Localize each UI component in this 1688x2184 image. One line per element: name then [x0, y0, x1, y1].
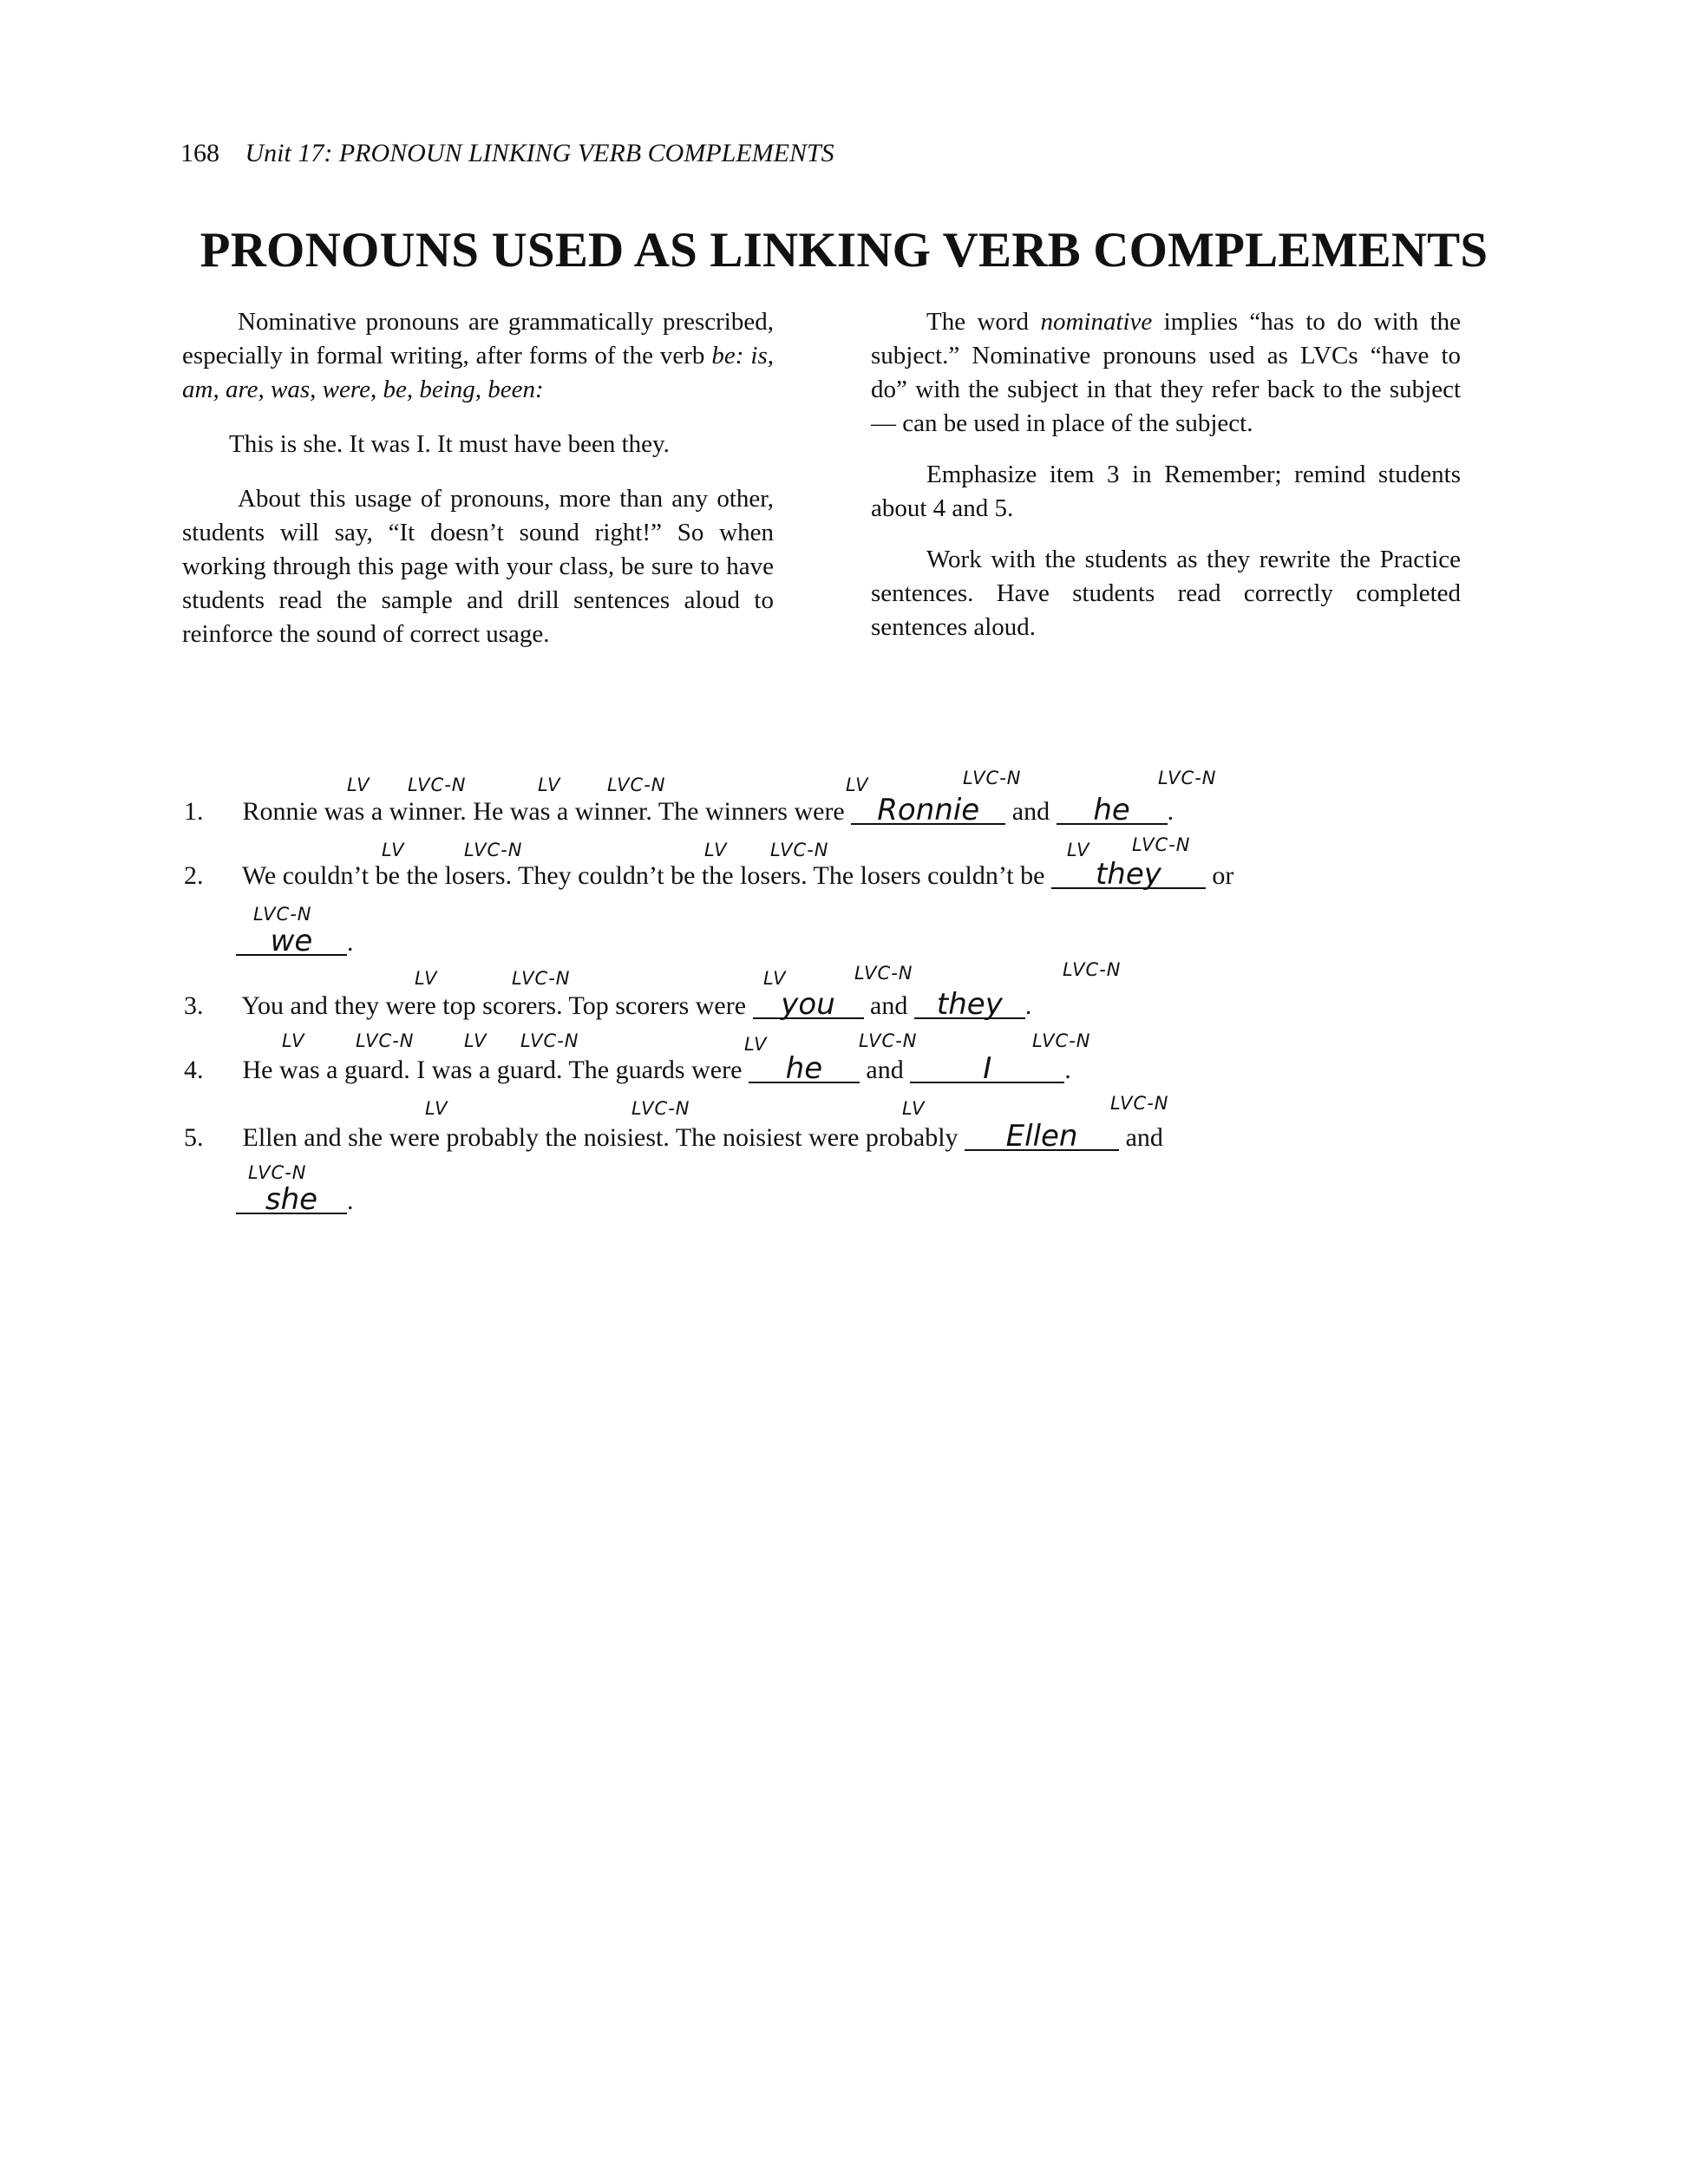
- sentence-end: .: [347, 928, 354, 957]
- tag-lvcn: LVC-N: [859, 1030, 918, 1051]
- exercise-item: [184, 1051, 1071, 1086]
- answer-blank[interactable]: she: [236, 1187, 347, 1214]
- tag-lvcn: LVC-N: [512, 968, 571, 989]
- tag-lvcn: LVC-N: [520, 1030, 579, 1051]
- answer-blank[interactable]: Ronnie: [851, 797, 1005, 825]
- item-sentence: Ellen and she were probably the noisiest. The noisiest were probably: [242, 1123, 958, 1152]
- exercise-item: [184, 857, 1234, 892]
- tag-lvcn: LVC-N: [248, 1162, 307, 1183]
- conjunction: or: [1212, 861, 1234, 890]
- page-number: 168: [180, 139, 219, 167]
- tag-lv: LV: [464, 1030, 487, 1051]
- tag-lv: LV: [704, 840, 728, 860]
- tag-lvcn: LVC-N: [253, 904, 312, 925]
- tag-lv: LV: [902, 1098, 926, 1119]
- sentence-end: .: [1167, 797, 1174, 826]
- answer-blank[interactable]: he: [1057, 797, 1168, 825]
- answer-blank[interactable]: they: [1051, 861, 1206, 889]
- tag-lv: LV: [744, 1034, 768, 1055]
- exercise-item-continuation: [236, 1182, 354, 1217]
- exercise-item: [184, 793, 1174, 827]
- tag-lvcn: LVC-N: [356, 1030, 415, 1051]
- exercise-item: [184, 987, 1032, 1022]
- answer-blank[interactable]: they: [914, 991, 1025, 1019]
- tag-lvcn: LVC-N: [1132, 834, 1191, 855]
- item-number: 1.: [184, 797, 204, 826]
- left-paragraph-2: About this usage of pronouns, more than any other, students will say, “It doesn’t sound right!” So when working through this page with your class, be sure to have students read the sample and drill sentences aloud to reinforce the sound of correct usage.: [182, 485, 774, 648]
- item-number: 5.: [184, 1123, 204, 1152]
- sentence-end: .: [1024, 991, 1032, 1020]
- tag-lv: LV: [282, 1030, 305, 1051]
- exercise-item: [184, 1119, 1163, 1154]
- tag-lv: LV: [382, 840, 405, 860]
- item-sentence: Ronnie was a winner. He was a winner. The winners were: [242, 797, 845, 826]
- conjunction: and: [1125, 1123, 1163, 1152]
- sentence-end: .: [1064, 1056, 1071, 1084]
- answer-blank[interactable]: Ellen: [965, 1123, 1119, 1151]
- exercise-item-continuation: [236, 924, 354, 958]
- tag-lvcn: LVC-N: [1158, 768, 1217, 788]
- left-paragraph-1-text: Nominative pronouns are grammatically prescribed, especially in formal writing, after forms of the verb: [182, 308, 774, 369]
- answer-blank[interactable]: he: [749, 1056, 860, 1083]
- right-paragraph-1-text-b: implies “has to do with the subject.” Nominative pronouns used as LVCs “have to do” with the subject in that they refer back to the subject — can be used in place of the subject.: [871, 308, 1461, 437]
- tag-lvcn: LVC-N: [963, 768, 1022, 788]
- tag-lvcn: LVC-N: [408, 775, 467, 795]
- tag-lv: LV: [763, 968, 787, 989]
- item-number: 4.: [184, 1056, 204, 1084]
- tag-lvcn: LVC-N: [854, 963, 913, 984]
- item-sentence: He was a guard. I was a guard. The guards were: [242, 1056, 743, 1084]
- tag-lv: LV: [538, 775, 561, 795]
- tag-lv: LV: [425, 1098, 448, 1119]
- tag-lvcn: LVC-N: [464, 840, 523, 860]
- item-number: 3.: [184, 991, 204, 1020]
- unit-title: Unit 17: PRONOUN LINKING VERB COMPLEMENTS: [245, 139, 834, 167]
- tag-lv: LV: [846, 775, 869, 795]
- tag-lvcn: LVC-N: [1110, 1093, 1169, 1114]
- answer-blank[interactable]: we: [236, 928, 347, 956]
- right-paragraph-2: Emphasize item 3 in Remember; remind students about 4 and 5.: [871, 461, 1461, 522]
- tag-lvcn: LVC-N: [1063, 959, 1122, 980]
- tag-lvcn: LVC-N: [607, 775, 666, 795]
- tag-lv: LV: [347, 775, 370, 795]
- conjunction: and: [870, 991, 908, 1020]
- right-paragraph-1-text-a: The word: [926, 308, 1041, 336]
- tag-lv: LV: [415, 968, 438, 989]
- answer-blank[interactable]: I: [910, 1056, 1064, 1083]
- item-number: 2.: [184, 861, 204, 890]
- conjunction: and: [866, 1056, 904, 1084]
- item-sentence: You and they were top scorers. Top scorers were: [241, 991, 747, 1020]
- tag-lvcn: LVC-N: [770, 840, 829, 860]
- tag-lvcn: LVC-N: [631, 1098, 690, 1119]
- page-title: PRONOUNS USED AS LINKING VERB COMPLEMENTS: [200, 223, 1488, 278]
- tag-lv: LV: [1067, 840, 1090, 860]
- tag-lvcn: LVC-N: [1032, 1030, 1091, 1051]
- usage-example: This is she. It was I. It must have been they.: [229, 430, 670, 458]
- be-forms-list: be: is, am, are, was, were, be, being, been:: [182, 342, 774, 403]
- sentence-end: .: [347, 1187, 354, 1215]
- term-nominative: nominative: [1040, 308, 1153, 336]
- conjunction: and: [1011, 797, 1050, 826]
- right-paragraph-3: Work with the students as they rewrite the Practice sentences. Have students read correctly completed sentences aloud.: [871, 546, 1461, 641]
- answer-blank[interactable]: you: [753, 991, 864, 1019]
- item-sentence: We couldn’t be the losers. They couldn’t be the losers. The losers couldn’t be: [241, 861, 1045, 890]
